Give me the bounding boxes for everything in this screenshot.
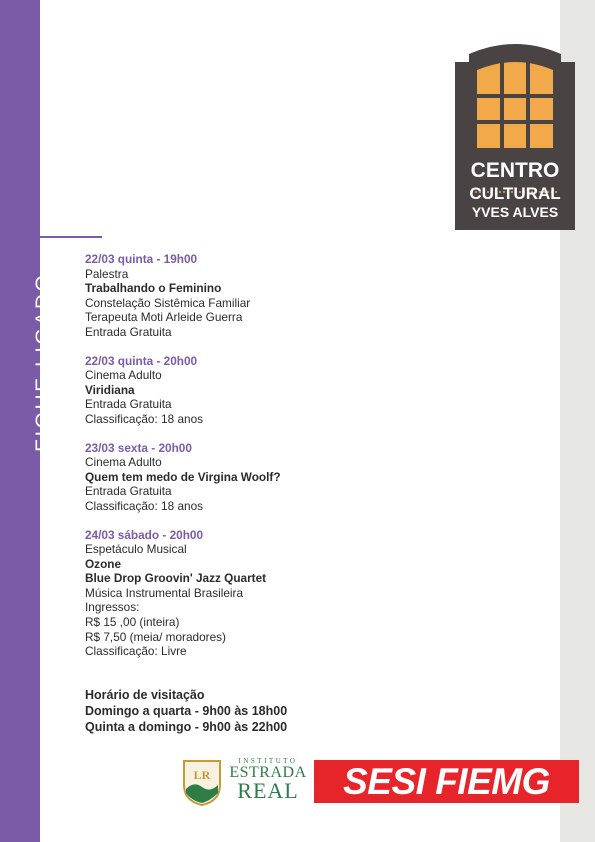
event-detail: Entrada Gratuita [85,397,172,412]
event-detail: Palestra [85,266,129,281]
divider-line [40,236,102,238]
event-detail: Espetáculo Musical [85,542,187,557]
event-detail: Constelação Sistêmica Familiar [85,295,251,310]
logo-line2: CULTURAL [469,184,561,203]
visiting-line1: Domingo a quarta - 9h00 às 18h00 [85,704,288,718]
instituto-text [228,757,308,801]
sesi-fiemg-logo: SESI FIEMG [314,760,579,803]
event-title: Viridiana [85,382,135,397]
event-detail: Música Instrumental Brasileira [85,585,244,600]
event-title: Ozone [85,556,122,571]
event-block [85,354,485,427]
visiting-line2: Quinta a domingo - 9h00 às 22h00 [85,720,288,734]
event-date: 22/03 quinta - 19h00 [85,252,198,266]
event-title: Blue Drop Groovin' Jazz Quartet [85,571,267,586]
event-detail: Terapeuta Moti Arleide Guerra [85,310,243,325]
event-date: 24/03 sábado - 20h00 [85,527,204,542]
logo-line1: CENTRO [470,159,560,182]
event-detail: Classificação: 18 anos [85,411,204,426]
event-detail: Ingressos: [85,600,140,615]
event-detail: Classificação: Livre [85,644,187,659]
event-date: 22/03 quinta - 20h00 [85,353,198,368]
event-title: Quem tem medo de Virgina Woolf? [85,469,281,484]
event-date: 23/03 sexta - 20h00 [85,440,192,455]
event-title: Trabalhando o Feminino [85,281,222,296]
centro-cultural-logo [455,40,575,235]
window-icon [455,40,575,230]
instituto-line1: INSTITUTO [238,757,298,765]
badge-text: LR [193,768,211,782]
event-detail: Classificação: 18 anos [85,498,204,513]
visiting-hours [85,687,287,735]
visiting-heading: Horário de visitação [85,688,205,702]
event-detail: Entrada Gratuita [85,324,172,339]
events-list [85,252,485,673]
instituto-line3: REAL [237,778,299,803]
event-block [85,528,485,659]
logo-line3: YVES ALVES [471,204,559,220]
sidebar-title: FIQUE LIGADO [32,272,55,452]
event-block [85,252,485,340]
sidebar-subtitle: PROGRAMAÇÃO SEMANAL [30,82,39,230]
event-detail: Cinema Adulto [85,368,162,383]
event-detail: R$ 15 ,00 (inteira) [85,615,180,630]
event-detail: Cinema Adulto [85,455,162,470]
event-block [85,441,485,514]
instituto-line2: ESTRADA [229,764,307,781]
event-detail: R$ 7,50 (meia/ moradores) [85,629,226,644]
event-detail: Entrada Gratuita [85,484,172,499]
